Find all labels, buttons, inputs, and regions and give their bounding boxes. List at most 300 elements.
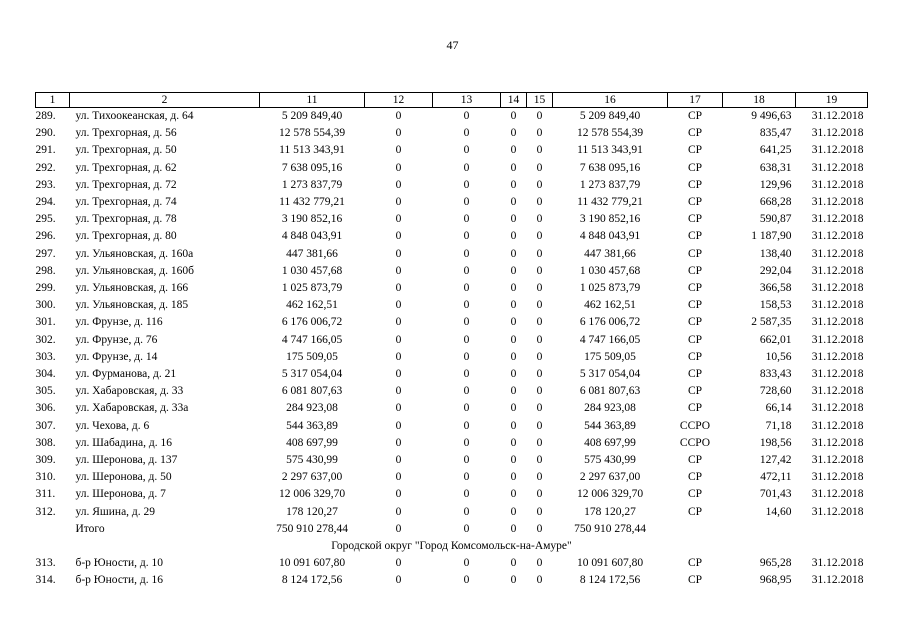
cell-col-18: 129,96 <box>759 178 792 191</box>
column-header: 13 <box>433 93 501 108</box>
cell-col-12: 0 <box>395 333 402 346</box>
cell-col-17: СР <box>687 161 703 174</box>
cell-col-13: 0 <box>463 419 470 432</box>
cell-col-17: ССРО <box>679 436 711 449</box>
cell-col-19: 31.12.2018 <box>811 316 864 329</box>
cell-col-15: 0 <box>536 505 543 518</box>
address-cell: ул. Трехгорная, д. 50 <box>75 144 177 157</box>
cell-col-11: 1 273 837,79 <box>281 178 343 191</box>
cell-col-19: 31.12.2018 <box>811 196 864 209</box>
cell-col-16: 7 638 095,16 <box>579 161 641 174</box>
total-row <box>36 521 868 538</box>
column-header: 11 <box>260 93 365 108</box>
row-number: 293. <box>35 178 56 191</box>
cell-col-15: 0 <box>536 488 543 501</box>
cell-col-15: 0 <box>536 557 543 570</box>
row-number: 292. <box>35 161 56 174</box>
cell-col-19: 31.12.2018 <box>811 454 864 467</box>
cell-col-15: 0 <box>536 110 543 122</box>
table-row <box>36 504 868 521</box>
table-row <box>36 572 868 589</box>
cell-col-14: 0 <box>510 161 517 174</box>
cell-col-19: 31.12.2018 <box>811 436 864 449</box>
cell-col-19: 31.12.2018 <box>811 110 864 122</box>
cell-col-19: 31.12.2018 <box>811 368 864 381</box>
cell-col-14: 0 <box>510 127 517 140</box>
cell-col-15: 0 <box>536 213 543 226</box>
row-number: 297. <box>35 247 56 260</box>
cell-col-18: 638,31 <box>759 161 792 174</box>
cell-col-11: 447 381,66 <box>286 247 338 260</box>
cell-col-11: 8 124 172,56 <box>281 574 343 587</box>
cell-col-15: 0 <box>536 264 543 277</box>
cell-col-11: 11 432 779,21 <box>279 196 345 209</box>
cell-col-16: 11 513 343,91 <box>577 144 643 157</box>
address-cell: ул. Ульяновская, д. 166 <box>75 282 189 295</box>
cell-col-12: 0 <box>395 127 402 140</box>
column-header: 1 <box>36 93 70 108</box>
cell-col-19: 31.12.2018 <box>811 350 864 363</box>
table-row <box>36 435 868 452</box>
table-row <box>36 142 868 159</box>
cell-col-13: 0 <box>463 488 470 501</box>
cell-col-16: 284 923,08 <box>584 402 636 415</box>
column-header: 16 <box>553 93 668 108</box>
row-number: 304. <box>35 368 56 381</box>
cell-col-13: 0 <box>463 213 470 226</box>
total-label: Итого <box>75 522 105 535</box>
cell-col-14: 0 <box>510 385 517 398</box>
cell-col-19: 31.12.2018 <box>811 488 864 501</box>
table-row <box>36 469 868 486</box>
cell-col-12: 0 <box>395 110 402 122</box>
total-c14: 0 <box>510 522 517 535</box>
row-number: 305. <box>35 385 56 398</box>
cell-col-16: 6 176 006,72 <box>579 316 641 329</box>
cell-col-13: 0 <box>463 402 470 415</box>
cell-col-14: 0 <box>510 436 517 449</box>
column-header: 17 <box>668 93 723 108</box>
row-number: 301. <box>35 316 56 329</box>
cell-col-17: СР <box>687 505 703 518</box>
cell-col-17: СР <box>687 557 703 570</box>
cell-col-17: СР <box>687 213 703 226</box>
cell-col-16: 4 747 166,05 <box>579 333 641 346</box>
cell-col-18: 9 496,63 <box>751 110 792 122</box>
cell-col-17: СР <box>687 316 703 329</box>
cell-col-18: 66,14 <box>765 402 792 415</box>
total-c15: 0 <box>536 522 543 535</box>
cell-col-14: 0 <box>510 196 517 209</box>
cell-col-14: 0 <box>510 178 517 191</box>
cell-col-19: 31.12.2018 <box>811 385 864 398</box>
row-number: 306. <box>35 402 56 415</box>
cell-col-18: 641,25 <box>759 144 792 157</box>
total-c13: 0 <box>463 522 470 535</box>
cell-col-13: 0 <box>463 557 470 570</box>
cell-col-15: 0 <box>536 247 543 260</box>
cell-col-16: 11 432 779,21 <box>577 196 643 209</box>
cell-col-12: 0 <box>395 350 402 363</box>
page-number: 47 <box>446 38 459 52</box>
table-row <box>36 125 868 142</box>
address-cell: ул. Ульяновская, д. 160б <box>75 264 194 277</box>
cell-col-16: 408 697,99 <box>584 436 636 449</box>
cell-col-11: 575 430,99 <box>286 454 338 467</box>
address-cell: ул. Тихоокеанская, д. 64 <box>75 110 194 122</box>
row-number: 291. <box>35 144 56 157</box>
cell-col-16: 1 273 837,79 <box>579 178 641 191</box>
cell-col-14: 0 <box>510 454 517 467</box>
address-cell: ул. Трехгорная, д. 56 <box>75 127 177 140</box>
cell-col-15: 0 <box>536 282 543 295</box>
address-cell: ул. Фрунзе, д. 14 <box>75 350 158 363</box>
cell-col-12: 0 <box>395 436 402 449</box>
region-row <box>36 538 868 555</box>
cell-col-11: 544 363,89 <box>286 419 338 432</box>
address-cell: ул. Хабаровская, д. 33 <box>75 385 184 398</box>
cell-col-19: 31.12.2018 <box>811 419 864 432</box>
address-cell: ул. Фрунзе, д. 116 <box>75 316 163 329</box>
cell-col-12: 0 <box>395 282 402 295</box>
table-body <box>36 108 868 521</box>
row-number: 296. <box>35 230 56 243</box>
cell-col-18: 198,56 <box>759 436 792 449</box>
cell-col-11: 7 638 095,16 <box>281 161 343 174</box>
table-row <box>36 177 868 194</box>
cell-col-12: 0 <box>395 299 402 312</box>
cell-col-18: 701,43 <box>759 488 792 501</box>
cell-col-18: 14,60 <box>765 505 792 518</box>
cell-col-11: 408 697,99 <box>286 436 338 449</box>
cell-col-19: 31.12.2018 <box>811 230 864 243</box>
cell-col-18: 366,58 <box>759 282 792 295</box>
cell-col-13: 0 <box>463 471 470 484</box>
total-section <box>36 521 868 555</box>
address-cell: ул. Хабаровская, д. 33а <box>75 402 189 415</box>
column-header: 14 <box>501 93 527 108</box>
cell-col-11: 11 513 343,91 <box>279 144 345 157</box>
cell-col-19: 31.12.2018 <box>811 557 864 570</box>
header-row <box>36 93 868 108</box>
table-row <box>36 246 868 263</box>
cell-col-17: СР <box>687 299 703 312</box>
cell-col-15: 0 <box>536 230 543 243</box>
cell-col-15: 0 <box>536 333 543 346</box>
cell-col-14: 0 <box>510 230 517 243</box>
register-table <box>35 92 868 590</box>
address-cell: ул. Фурманова, д. 21 <box>75 368 177 381</box>
cell-col-17: ССРО <box>679 419 711 432</box>
cell-col-11: 6 176 006,72 <box>281 316 343 329</box>
cell-col-19: 31.12.2018 <box>811 127 864 140</box>
cell-col-18: 668,28 <box>759 196 792 209</box>
cell-col-16: 2 297 637,00 <box>579 471 641 484</box>
cell-col-16: 12 578 554,39 <box>576 127 644 140</box>
cell-col-12: 0 <box>395 230 402 243</box>
cell-col-13: 0 <box>463 178 470 191</box>
total-empty <box>796 521 868 538</box>
cell-col-18: 158,53 <box>759 299 792 312</box>
cell-col-17: СР <box>687 178 703 191</box>
address-cell: ул. Фрунзе, д. 76 <box>75 333 158 346</box>
cell-col-16: 5 209 849,40 <box>579 110 641 122</box>
cell-col-13: 0 <box>463 436 470 449</box>
cell-col-11: 462 162,51 <box>286 299 338 312</box>
cell-col-17: СР <box>687 110 703 122</box>
cell-col-12: 0 <box>395 264 402 277</box>
cell-col-18: 590,87 <box>759 213 792 226</box>
cell-col-15: 0 <box>536 316 543 329</box>
cell-col-12: 0 <box>395 316 402 329</box>
cell-col-14: 0 <box>510 350 517 363</box>
table-row <box>36 400 868 417</box>
cell-col-15: 0 <box>536 127 543 140</box>
cell-col-11: 5 317 054,04 <box>281 368 343 381</box>
address-cell: ул. Шеронова, д. 7 <box>75 488 166 501</box>
column-header: 2 <box>70 93 260 108</box>
cell-col-13: 0 <box>463 350 470 363</box>
address-cell: ул. Ульяновская, д. 185 <box>75 299 189 312</box>
table-header <box>36 93 868 108</box>
cell-col-12: 0 <box>395 454 402 467</box>
cell-col-11: 10 091 607,80 <box>278 557 346 570</box>
address-cell: ул. Шеронова, д. 50 <box>75 471 172 484</box>
cell-col-18: 138,40 <box>759 247 792 260</box>
cell-col-18: 71,18 <box>765 419 792 432</box>
cell-col-18: 728,60 <box>759 385 792 398</box>
cell-col-12: 0 <box>395 419 402 432</box>
cell-col-13: 0 <box>463 454 470 467</box>
cell-col-16: 544 363,89 <box>584 419 636 432</box>
cell-col-12: 0 <box>395 505 402 518</box>
cell-col-19: 31.12.2018 <box>811 505 864 518</box>
cell-col-13: 0 <box>463 144 470 157</box>
cell-col-16: 3 190 852,16 <box>579 213 641 226</box>
cell-col-18: 2 587,35 <box>751 316 792 329</box>
table-row <box>36 160 868 177</box>
row-number: 290. <box>35 127 56 140</box>
cell-col-17: СР <box>687 144 703 157</box>
column-header: 15 <box>527 93 553 108</box>
cell-col-17: СР <box>687 247 703 260</box>
address-cell: ул. Чехова, д. 6 <box>75 419 150 432</box>
cell-col-19: 31.12.2018 <box>811 402 864 415</box>
cell-col-16: 175 509,05 <box>584 350 636 363</box>
cell-col-15: 0 <box>536 454 543 467</box>
cell-col-17: СР <box>687 230 703 243</box>
cell-col-16: 178 120,27 <box>584 505 636 518</box>
cell-col-14: 0 <box>510 557 517 570</box>
table-row <box>36 452 868 469</box>
cell-col-19: 31.12.2018 <box>811 264 864 277</box>
address-cell: ул. Шеронова, д. 137 <box>75 454 178 467</box>
cell-col-13: 0 <box>463 574 470 587</box>
table-row <box>36 349 868 366</box>
cell-col-16: 575 430,99 <box>584 454 636 467</box>
row-number: 310. <box>35 471 56 484</box>
cell-col-11: 1 030 457,68 <box>281 264 343 277</box>
cell-col-17: СР <box>687 488 703 501</box>
cell-col-14: 0 <box>510 213 517 226</box>
table-row <box>36 228 868 245</box>
cell-col-13: 0 <box>463 110 470 122</box>
cell-col-14: 0 <box>510 247 517 260</box>
total-c11: 750 910 278,44 <box>276 522 348 535</box>
cell-col-13: 0 <box>463 161 470 174</box>
cell-col-12: 0 <box>395 402 402 415</box>
address-cell: б-р Юности, д. 16 <box>75 574 163 587</box>
cell-col-18: 472,11 <box>760 471 792 484</box>
cell-col-18: 127,42 <box>759 454 792 467</box>
cell-col-12: 0 <box>395 471 402 484</box>
cell-col-14: 0 <box>510 419 517 432</box>
cell-col-14: 0 <box>510 144 517 157</box>
row-number: 308. <box>35 436 56 449</box>
cell-col-13: 0 <box>463 316 470 329</box>
cell-col-17: СР <box>687 471 703 484</box>
cell-col-15: 0 <box>536 436 543 449</box>
cell-col-13: 0 <box>463 127 470 140</box>
cell-col-12: 0 <box>395 574 402 587</box>
cell-col-15: 0 <box>536 574 543 587</box>
cell-col-17: СР <box>687 402 703 415</box>
table-row <box>36 211 868 228</box>
cell-col-14: 0 <box>510 505 517 518</box>
cell-col-14: 0 <box>510 282 517 295</box>
row-number: 303. <box>35 350 56 363</box>
cell-col-11: 5 209 849,40 <box>281 110 343 122</box>
cell-col-11: 178 120,27 <box>286 505 338 518</box>
table-row <box>36 383 868 400</box>
cell-col-15: 0 <box>536 144 543 157</box>
table-row <box>36 332 868 349</box>
cell-col-19: 31.12.2018 <box>811 213 864 226</box>
table-row <box>36 263 868 280</box>
address-cell: ул. Трехгорная, д. 62 <box>75 161 177 174</box>
cell-col-18: 835,47 <box>759 127 792 140</box>
cell-col-18: 968,95 <box>759 574 792 587</box>
cell-col-12: 0 <box>395 385 402 398</box>
cell-col-12: 0 <box>395 178 402 191</box>
address-cell: б-р Юности, д. 10 <box>75 557 163 570</box>
cell-col-15: 0 <box>536 385 543 398</box>
cell-col-14: 0 <box>510 402 517 415</box>
cell-col-19: 31.12.2018 <box>811 161 864 174</box>
cell-col-16: 5 317 054,04 <box>579 368 641 381</box>
cell-col-17: СР <box>687 574 703 587</box>
cell-col-11: 1 025 873,79 <box>281 282 343 295</box>
cell-col-13: 0 <box>463 247 470 260</box>
cell-col-14: 0 <box>510 488 517 501</box>
cell-col-19: 31.12.2018 <box>811 333 864 346</box>
cell-col-14: 0 <box>510 574 517 587</box>
cell-col-14: 0 <box>510 299 517 312</box>
cell-col-15: 0 <box>536 419 543 432</box>
cell-col-13: 0 <box>463 282 470 295</box>
cell-col-19: 31.12.2018 <box>811 299 864 312</box>
column-header: 12 <box>365 93 433 108</box>
total-num-cell <box>36 521 70 538</box>
address-cell: ул. Шабадина, д. 16 <box>75 436 173 449</box>
cell-col-12: 0 <box>395 213 402 226</box>
cell-col-12: 0 <box>395 161 402 174</box>
cell-col-17: СР <box>687 385 703 398</box>
cell-col-19: 31.12.2018 <box>811 247 864 260</box>
cell-col-18: 1 187,90 <box>751 230 792 243</box>
table-row <box>36 280 868 297</box>
cell-col-12: 0 <box>395 368 402 381</box>
cell-col-13: 0 <box>463 230 470 243</box>
cell-col-14: 0 <box>510 316 517 329</box>
address-cell: ул. Трехгорная, д. 74 <box>75 196 177 209</box>
cell-col-18: 10,56 <box>765 350 792 363</box>
table-row <box>36 108 868 126</box>
row-number: 312. <box>35 505 56 518</box>
cell-col-12: 0 <box>395 144 402 157</box>
row-number: 302. <box>35 333 56 346</box>
cell-col-14: 0 <box>510 333 517 346</box>
row-number: 298. <box>35 264 56 277</box>
cell-col-13: 0 <box>463 505 470 518</box>
total-empty <box>723 521 796 538</box>
cell-col-13: 0 <box>463 196 470 209</box>
address-cell: ул. Трехгорная, д. 78 <box>75 213 177 226</box>
cell-col-13: 0 <box>463 333 470 346</box>
cell-col-11: 3 190 852,16 <box>281 213 343 226</box>
cell-col-17: СР <box>687 282 703 295</box>
address-cell: ул. Трехгорная, д. 80 <box>75 230 177 243</box>
cell-col-16: 447 381,66 <box>584 247 636 260</box>
row-number: 289. <box>35 110 56 122</box>
table-row <box>36 297 868 314</box>
cell-col-11: 4 848 043,91 <box>281 230 343 243</box>
cell-col-11: 284 923,08 <box>286 402 338 415</box>
row-number: 311. <box>35 488 56 501</box>
cell-col-14: 0 <box>510 368 517 381</box>
cell-col-17: СР <box>687 333 703 346</box>
table-row <box>36 314 868 331</box>
total-c12: 0 <box>395 522 402 535</box>
cell-col-15: 0 <box>536 368 543 381</box>
cell-col-13: 0 <box>463 264 470 277</box>
address-cell: ул. Яшина, д. 29 <box>75 505 156 518</box>
cell-col-12: 0 <box>395 247 402 260</box>
cell-col-13: 0 <box>463 385 470 398</box>
cell-col-11: 12 006 329,70 <box>278 488 346 501</box>
cell-col-16: 6 081 807,63 <box>579 385 641 398</box>
cell-col-11: 4 747 166,05 <box>281 333 343 346</box>
table-row <box>36 486 868 503</box>
column-header: 19 <box>796 93 868 108</box>
cell-col-17: СР <box>687 350 703 363</box>
cell-col-19: 31.12.2018 <box>811 471 864 484</box>
address-cell: ул. Ульяновская, д. 160а <box>75 247 194 260</box>
cell-col-15: 0 <box>536 178 543 191</box>
cell-col-16: 10 091 607,80 <box>576 557 644 570</box>
cell-col-19: 31.12.2018 <box>811 574 864 587</box>
cell-col-16: 1 030 457,68 <box>579 264 641 277</box>
region-title: Городской округ "Город Комсомольск-на-Амуре" <box>331 540 572 553</box>
cell-col-13: 0 <box>463 299 470 312</box>
row-number: 295. <box>35 213 56 226</box>
cell-col-14: 0 <box>510 264 517 277</box>
column-header: 18 <box>723 93 796 108</box>
table-row <box>36 555 868 572</box>
row-number: 299. <box>35 282 56 295</box>
cell-col-17: СР <box>687 368 703 381</box>
cell-col-18: 833,43 <box>759 368 792 381</box>
